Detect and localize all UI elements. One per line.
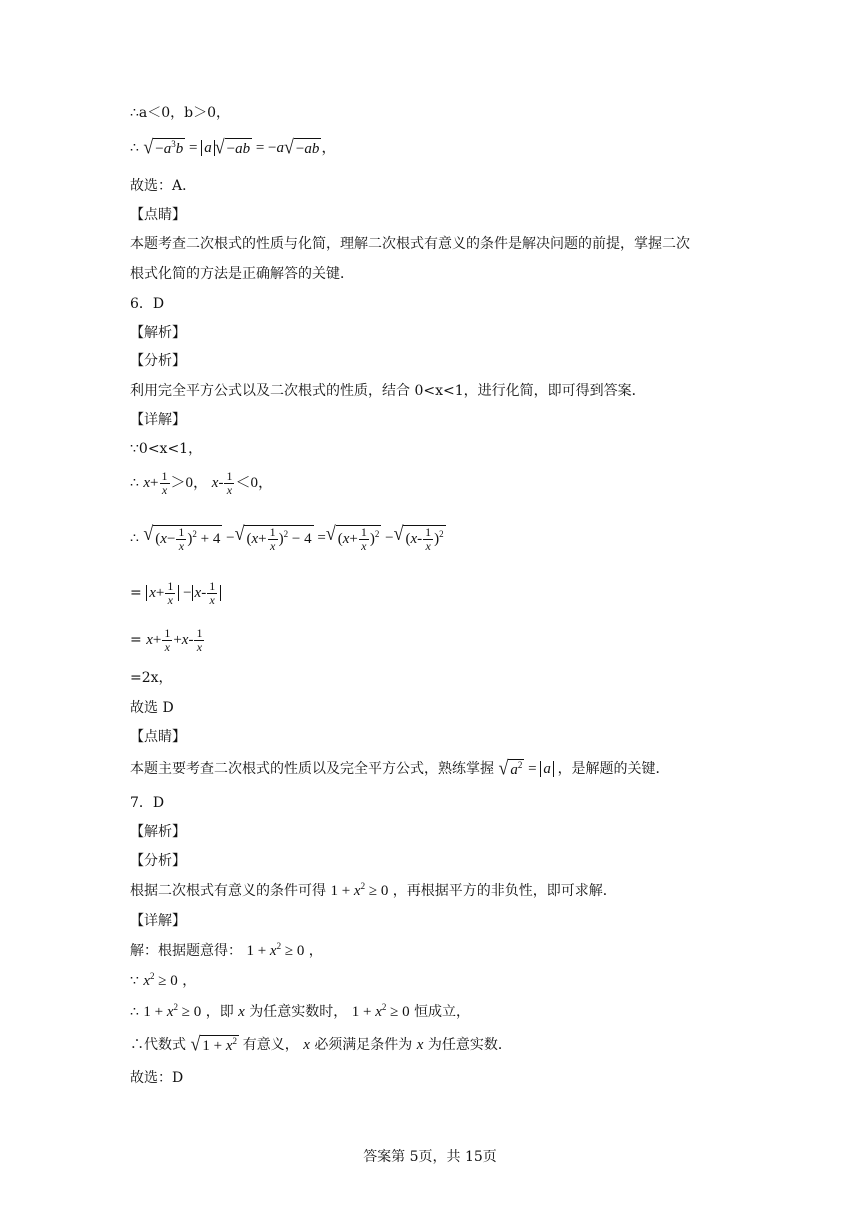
question-answer: 7．D (130, 795, 165, 811)
section-heading: 【解析】 (130, 325, 186, 341)
text-line: 根式化简的方法是正确解答的关键． (130, 266, 354, 282)
formula-sum: x+ $\frac{1}{x}$ +x- $\frac{1}{x}$ (146, 626, 203, 654)
page-footer: 答案第 5页，共 15页 (363, 1149, 497, 1165)
formula-line: ∵ $x^2 \ge 0$ ， (130, 971, 197, 989)
formula-inequalities: x+ $\frac{1}{x}$ ＞0， x- $\frac{1}{x}$ ＜0， (143, 469, 273, 497)
formula-x2-nonneg: $x^2 \ge 0$ (143, 971, 178, 989)
formula-abs: x+ $\frac{1}{x}$ − x- $\frac{1}{x}$ (146, 585, 221, 601)
section-heading: 【解析】 (130, 824, 186, 840)
formula-sqrt-1-x2: √ $1 + x^2$ (190, 1032, 237, 1055)
text-line: 利用完全平方公式以及二次根式的性质，结合 0<x<1，进行化简，即可得到答案． (130, 383, 646, 399)
text-line: 本题考查二次根式的性质与化简，理解二次根式有意义的条件是解决问题的前提，掌握二次 (130, 236, 690, 252)
formula-line: ∴ √ $-a^3b$ = a √ −ab = −a √ −ab ， (130, 135, 337, 158)
text-line: 故选：A． (130, 178, 197, 194)
text-line: ∴a＜0，b＞0， (130, 105, 231, 121)
section-heading: 【分析】 (130, 853, 186, 869)
formula-line: 解：根据题意得： $1 + x^2 \ge 0$ ， (130, 941, 323, 959)
question-answer: 6．D (130, 296, 165, 312)
formula-line: = x+ $\frac{1}{x}$ − x- $\frac{1}{x}$ (130, 580, 221, 607)
section-heading: 【详解】 (130, 913, 186, 929)
formula-line: ∴ x+ $\frac{1}{x}$ ＞0， x- $\frac{1}{x}$ ＜0， (130, 469, 273, 497)
section-heading: 【点睛】 (130, 207, 186, 223)
formula-line: 根据二次根式有意义的条件可得 $1 + x^2 \ge 0$ ，再根据平方的非负性，即可求解． (130, 881, 617, 899)
formula-sqrt-a3b: √ $-a^3b$ = a √ −ab = −a √ −ab ， (143, 135, 337, 158)
formula-line: ∴代数式 √ $1 + x^2$ 有意义， x 必须满足条件为 x 为任意实数． (130, 1032, 512, 1055)
formula-sqrt-a2: √ $a^2$ = a (498, 761, 557, 777)
section-heading: 【分析】 (130, 353, 186, 369)
formula-line: ∴ $1 + x^2 \ge 0$ ，即 x 为任意实数时， $1 + x^2 \ge 0$ 恒成立， (130, 1002, 471, 1020)
text-line: =2x， (130, 670, 173, 686)
text-line: 故选：D (130, 1070, 184, 1086)
section-heading: 【详解】 (130, 412, 186, 428)
formula-condition: $1 + x^2 \ge 0$ (330, 881, 389, 899)
text-line: ∵0<x<1， (130, 441, 203, 457)
section-heading: 【点睛】 (130, 729, 186, 745)
formula-condition: $1 + x^2 \ge 0$ (246, 941, 305, 959)
formula-line: ∴ √ (x− $\frac{1}{x}$ )$^2$ + 4 − √ (x+ $\frac{1}{x}$ )$^2$ − 4 = √ (x+ $\frac{1}{x}$ )$^2$ − √ (x- $\frac{1}{x}$ )$^2$ (130, 522, 444, 553)
formula-line: = x+ $\frac{1}{x}$ +x- $\frac{1}{x}$ (130, 627, 205, 654)
formula-simplify: √ (x− $\frac{1}{x}$ )$^2$ + 4 − √ (x+ $\frac{1}{x}$ )$^2$ − 4 = √ (x+ $\frac{1}{x}$ )$^2$ − √ (x- $\frac{1}{x}$ )$^2$ (143, 522, 444, 553)
formula-line: 本题主要考查二次根式的性质以及完全平方公式，熟练掌握 √ $a^2$ = a ，是解题的关键． (130, 756, 670, 779)
text-line: 故选 D (130, 700, 174, 716)
